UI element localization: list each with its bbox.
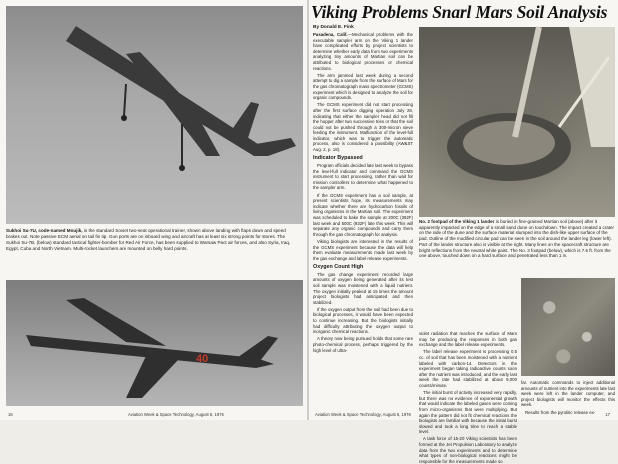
left-photo-caption: [6, 228, 298, 252]
su7u-landing-photo: [6, 6, 303, 224]
article-column-1: [313, 32, 413, 410]
subhead-indicator-bypassed: Indicator Bypassed: [313, 155, 363, 162]
article-paragraph: A task force of 15-20 Viking scientists has been formed at the Jet Propulsion Laboratory to analyze data from the two experiments and to determine what types of non-biological reactions might be responsible for the measurements made so: [419, 436, 517, 464]
right-page: [309, 0, 618, 464]
article-headline: Viking Problems Snarl Mars Soil Analysis: [311, 2, 608, 22]
article-paragraph: The arm jammed last week during a second attempt to dig a sample from the surface of Mars for the gas chromatograph mass spectrometer (GCMS) experiment which is designed to analyze the soil for organic compounds.: [313, 72, 413, 101]
article-paragraph: A theory now being pursued holds that some rare photo-chemical process, perhaps triggered by the high level of ultra-: [313, 336, 413, 353]
article-paragraph: The initial burst of activity increased very rapidly, but there was no evidence of exponential growth that would indicate the labeled gases were coming from micro-organisms that were multiplying. But again the pattern did not fit chemical reactions the biologists are familiar with because the initial burst slowed and took a long time to reach a stable level.: [419, 390, 517, 435]
left-page: [0, 0, 307, 420]
article-paragraph: [313, 32, 413, 71]
fuselage-number: 40: [196, 353, 209, 365]
su7b-jet-silhouette: [6, 280, 303, 406]
footpad-3-photo: [521, 278, 615, 376]
subhead-oxygen-count-high: Oxygen Count High: [313, 263, 364, 270]
article-column-3: [521, 380, 615, 415]
article-paragraph: Results from the pyrolitic release ex-: [525, 409, 596, 415]
viking-footpad-photo: [419, 27, 615, 217]
su7u-jet-silhouette: [6, 6, 303, 224]
article-paragraph: far. Automatic commands to inject additional amounts of nutrient into the experiments late last week were left in the lander computer, and project biologists will monitor the effects this week.: [521, 380, 615, 408]
article-paragraph: The gas change experiment recorded large amounts of oxygen being generated after its test soil sample was moistened with a liquid nutrient. The oxygen initially peaked at 15 times the amount project biologists had anticipated and then stabilized.: [313, 271, 413, 305]
left-page-footer: Aviation Week & Space Technology, August 6, 1976: [128, 412, 224, 417]
su7b-flight-photo: [6, 280, 303, 406]
article-paragraph: If the GCMS experiment has a soil sample, at present scientists hope, its measurements may indicate whether there are hydrocarbon fossils of living organisms in the Martian soil. The experiment was scheduled to bake the sample at 200C (392F) last week and 500C (932F) late this week. This will separate any organic compounds and carry them through the gas chromatograph for analysis.: [313, 192, 413, 237]
left-page-number: 16: [8, 412, 13, 417]
article-paragraph: The GCMS experiment did not start processing after the first surface digging operation July 28, indicating that either the sampler head did not fill the hopper after two successive tries or that the soil could not be pushed through a 300-micron sieve feeding the instrument. Malfunction of the level-full indicator, which was to trigger the automatic process, also is considered a possibility (AW&ST Aug. 2, p. 18).: [313, 102, 413, 153]
right-page-number: 17: [605, 412, 610, 417]
article-byline: By Donald E. Fink: [313, 25, 354, 30]
article-paragraph: The label release experiment is processing 0.5 cc. of soil that has been moistened with a nutrient labeled with carbon-14. Detectors in the experiment began taking radioactive counts soon after the nutrient was introduced, and the early last week the rate had stabilized at about 9,000 counts/minute.: [419, 349, 517, 388]
right-caption-body: is buried in fine-grained Martian soil (above) after it apparently impacted on the edge of a small sand dune on touchdown. The impact created a crater on the side of the dune and the surface material slumped into the dish-like upper surface of the pad. Outline of the modified circular pad can be seen in the soil around the lander leg (lower left). Part of the lander structure also is visible at the right. Many lines on the spacecraft structure are bright reflections from the neutral white paint. The No. 3 footpad (below), which is 7.6 ft. from the one above, touched down on a hard surface and penetrated less than 1 in.: [419, 219, 615, 259]
footpad-illustration: [419, 27, 615, 217]
article-paragraph: If the oxygen output from the soil had been due to biological processes, it would have been expected to continue increasing. But the biologists initially had difficulty attributing the oxygen output to inorganic chemical reactions.: [313, 306, 413, 335]
left-caption-body: is the standard Soviet two-seat operational trainer, shown above landing with flaps down and speed brakes out. Note passive ECM aerial on tail fin tip. Gun ports are on inboard wing and aircraft has at least six strong points for stores. The Sukhoi Su-7B, (below) standard tactical fighter-bomber for Red Air Force, has been supplied to Warsaw Pact air forces, and also Syria, Iraq, Egypt, Cuba and North Vietnam. Multi-rocket launchers are mounted on belly hard points.: [6, 228, 291, 251]
article-paragraph-text: —Mechanical problems with the executable sampler arm on the Viking 1 lander have complicated efforts by project scientists to determine whether early data from two experiments analyzing tiny amounts of Martian soil can be attributed to biological processes or chemical reactions.: [313, 32, 413, 71]
article-paragraph: violet radiation that reaches the surface of Mars may be producing the responses in both gas exchange and the label release experiments.: [419, 331, 517, 348]
right-page-footer: Aviation Week & Space Technology, August 6, 1976: [315, 412, 411, 417]
article-paragraph: Viking biologists are interested in the results of the GCMS experiment because the data will help them evaluate measurements made last week by the gas exchange and label release experiments.: [313, 238, 413, 261]
left-caption-lead: Sukhoi Su-7U, code-named Moujik,: [6, 228, 83, 233]
article-column-2: [419, 331, 517, 464]
right-caption-lead: No. 2 footpad of the Viking 1 lander: [419, 219, 495, 224]
article-dateline: Pasadena, Calif.: [313, 32, 348, 37]
article-paragraph: Program officials decided late last week to bypass the level-full indicator and command the GCMS instrument to start processing, rather than wait for mission controllers to determine what happened to the sampler arm.: [313, 163, 414, 191]
